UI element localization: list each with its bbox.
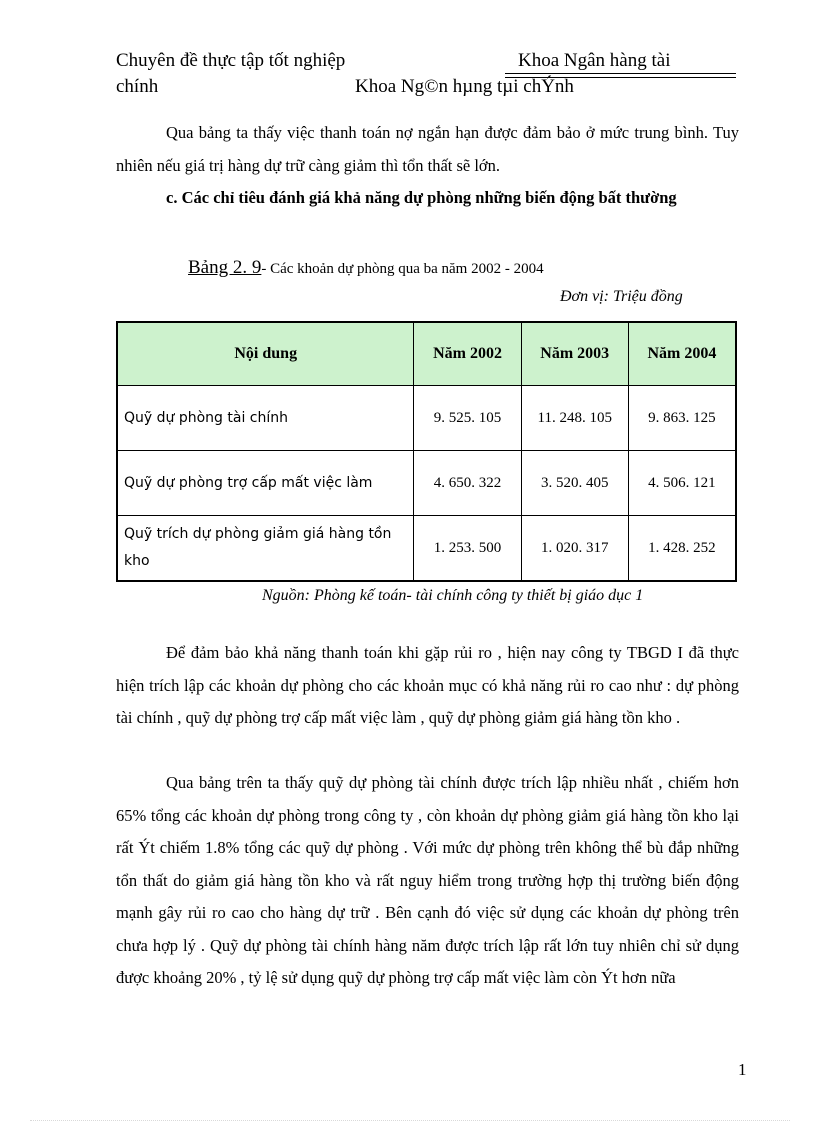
- header-2004: Năm 2004: [628, 322, 736, 386]
- row-label: Quỹ trích dự phòng giảm giá hàng tồn kho: [117, 516, 414, 581]
- section-heading-text: c. Các chỉ tiêu đánh giá khả năng dự phòng những biến động bất thường: [166, 188, 677, 207]
- row-value-2004: 4. 506. 121: [628, 451, 736, 516]
- page-bottom-border: [30, 1120, 790, 1121]
- row-value-2003: 11. 248. 105: [521, 386, 628, 451]
- row-label: Quỹ dự phòng trợ cấp mất việc làm: [117, 451, 414, 516]
- paragraph-1-text: Qua bảng ta thấy việc thanh toán nợ ngắn hạn được đảm bảo ở mức trung bình. Tuy nhiên nếu giá trị hàng dự trữ càng giảm thì tổn thất sẽ lớn.: [116, 123, 739, 175]
- header-line2-left: chính: [116, 76, 159, 97]
- page-number: 1: [738, 1060, 747, 1079]
- row-value-2002: 4. 650. 322: [414, 451, 521, 516]
- table-caption-rest: - Các khoản dự phòng qua ba năm 2002 - 2004: [261, 261, 544, 277]
- header-left: Chuyên đề thực tập tốt nghiệp: [116, 50, 346, 71]
- table-unit: Đơn vị: Triệu đồng: [560, 288, 683, 305]
- table-source: Nguồn: Phòng kế toán- tài chính công ty thiết bị giáo dục 1: [262, 587, 644, 604]
- header-right: Khoa Ngân hàng tài: [518, 50, 671, 71]
- row-value-2003: 3. 520. 405: [521, 451, 628, 516]
- row-value-2002: 9. 525. 105: [414, 386, 521, 451]
- table-row: [117, 451, 736, 516]
- header-content: Nội dung: [117, 322, 414, 386]
- row-value-2003: 1. 020. 317: [521, 516, 628, 581]
- paragraph-2: [116, 637, 739, 735]
- paragraph-3-text: Qua bảng trên ta thấy quỹ dự phòng tài chính được trích lập nhiều nhất , chiếm hơn 65% tổng các khoản dự phòng trong công ty , còn khoản dự phòng giảm giá hàng tồn kho lại rất Ýt chiếm 1.8% tổng các quỹ dự phòng . Với mức dự phòng trên không thể bù đắp những tổn thất do giảm giá hàng tồn kho và rất nguy hiểm trong trường hợp thị trường biến động mạnh gây rủi ro cao cho hàng dự trữ . Bên cạnh đó việc sử dụng các khoản dự phòng trên chưa hợp lý . Quỹ dự phòng tài chính hàng năm được trích lập rất lớn tuy nhiên chỉ sử dụng được khoảng 20% , tỷ lệ sử dụng quỹ dự phòng trợ cấp mất việc làm còn Ýt hơn nữa: [116, 773, 739, 987]
- table-caption-lead: Bảng 2. 9: [188, 257, 262, 278]
- paragraph-1: [116, 117, 739, 182]
- table-header-row: [117, 322, 736, 386]
- header-2003: Năm 2003: [521, 322, 628, 386]
- reserve-table: [116, 321, 737, 582]
- table-row: [117, 386, 736, 451]
- paragraph-2-text: Để đảm bảo khả năng thanh toán khi gặp rủi ro , hiện nay công ty TBGD I đã thực hiện trích lập các khoản dự phòng cho các khoản mục có khả năng rủi ro cao như : dự phòng tài chính , quỹ dự phòng trợ cấp mất việc làm , quỹ dự phòng giảm giá hàng tồn kho .: [116, 643, 739, 727]
- row-value-2004: 1. 428. 252: [628, 516, 736, 581]
- row-label: Quỹ dự phòng tài chính: [117, 386, 414, 451]
- row-value-2004: 9. 863. 125: [628, 386, 736, 451]
- table-row: [117, 516, 736, 581]
- section-heading: [116, 182, 739, 215]
- paragraph-3: [116, 767, 739, 995]
- header-2002: Năm 2002: [414, 322, 521, 386]
- header-line2-center: Khoa Ng©n hµng tµi chÝnh: [355, 76, 574, 97]
- table-caption: [188, 257, 544, 279]
- row-value-2002: 1. 253. 500: [414, 516, 521, 581]
